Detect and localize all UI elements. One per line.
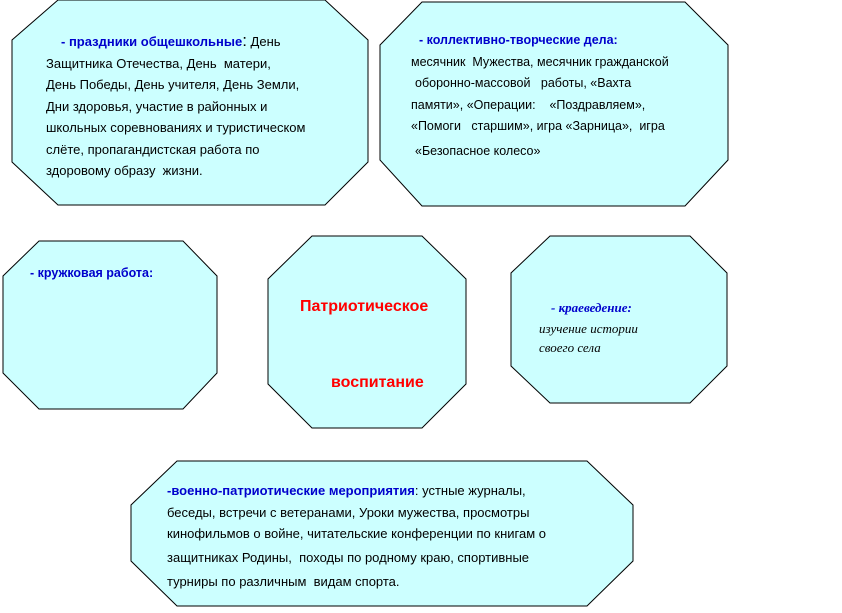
creative-line: «Безопасное колесо»	[415, 143, 541, 158]
holidays-colon: :	[242, 31, 247, 50]
holidays-line: здоровому образу жизни.	[46, 163, 203, 178]
military-line: защитниках Родины, походы по родному краю, спортивные	[167, 549, 530, 565]
local-history-line: своего села	[539, 340, 601, 355]
military-first-line	[167, 480, 627, 502]
center-title-line2: воспитание	[331, 374, 424, 391]
clubs-text	[30, 263, 210, 285]
center-title-line1: Патриотическое	[300, 298, 429, 315]
holidays-line: слёте, пропагандистская работа по	[46, 141, 260, 157]
local-history-line: изучение истории	[539, 321, 638, 336]
holidays-first-line	[46, 30, 366, 53]
holidays-line: День	[246, 34, 281, 49]
local-history-first-line	[539, 298, 719, 317]
creative-heading: - коллективно-творческие дела:	[419, 33, 618, 47]
military-line: кинофильмов о войне, читательские конференции по книгам о	[167, 526, 546, 541]
local-history-heading: - краеведение:	[551, 300, 632, 315]
creative-line: «Помоги старшим», игра «Зарница», игра	[411, 119, 665, 133]
holidays-heading: - праздники общешкольные	[61, 34, 243, 49]
local-history-text	[539, 298, 719, 357]
military-line: : устные журналы,	[414, 483, 526, 498]
military-line: беседы, встречи с ветеранами, Уроки мужества, просмотры	[167, 504, 530, 520]
holidays-text	[46, 30, 366, 182]
holidays-line: школьных соревнованиях и туристическом	[46, 120, 306, 135]
holidays-line: Дни здоровья, участие в районных и	[46, 98, 268, 114]
military-text	[167, 480, 627, 592]
octagon-center	[268, 236, 466, 428]
creative-text	[411, 30, 721, 164]
military-heading: -военно-патриотические мероприятия	[167, 483, 415, 498]
creative-line: месячник Мужества, месячник гражданской	[411, 54, 669, 69]
holidays-line: День Победы, День учителя, День Земли,	[46, 77, 300, 92]
military-line: турниры по различным видам спорта.	[167, 573, 400, 589]
holidays-line: Защитника Отечества, День матери,	[46, 55, 271, 71]
creative-line: оборонно-массовой работы, «Вахта	[415, 76, 632, 90]
creative-first-line	[411, 30, 721, 52]
clubs-heading: - кружковая работа:	[30, 266, 154, 280]
creative-line: памяти», «Операции: «Поздравляем»,	[411, 97, 646, 112]
